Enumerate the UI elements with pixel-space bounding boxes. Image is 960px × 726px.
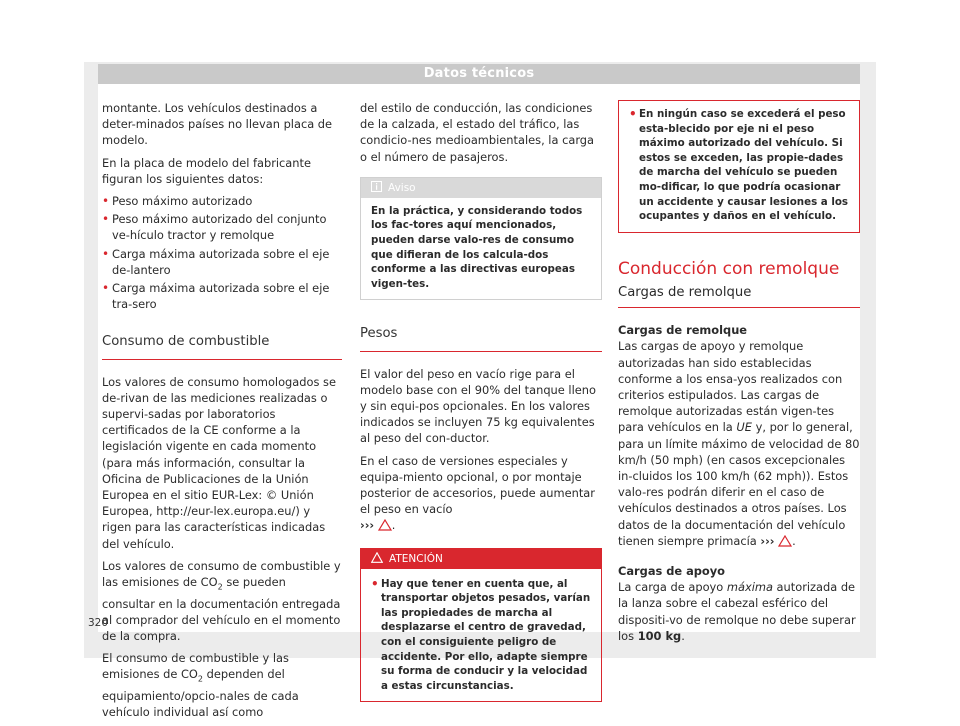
subheading: Cargas de apoyo (618, 564, 726, 578)
paragraph: del estilo de conducción, las condiciones de la calzada, el estado del tráfico, las condicio-nes medioambientales, la carga o el número de pasajeros. (360, 101, 595, 164)
note-label: Aviso (388, 181, 416, 194)
paragraph: montante. Los vehículos destinados a deter-minados países no llevan placa de modelo. (102, 101, 333, 148)
list-item: • Carga máxima autorizada sobre el eje de-lantero (102, 246, 342, 278)
column-2 (360, 100, 602, 702)
warning-label: ATENCIÓN (389, 552, 443, 565)
paragraph: El valor del peso en vacío rige para el modelo base con el 90% del tanque lleno y sin equi-pos opcionales. En los valores indicados se incluyen 75 kg equivalentes al peso del con-ductor. (360, 366, 596, 446)
list-item: • Peso máximo autorizado (102, 193, 342, 209)
warning-icon[interactable] (778, 535, 792, 547)
section-heading: Pesos (360, 326, 602, 351)
page-number: 320 (88, 617, 109, 629)
list-item: • Carga máxima autorizada sobre el eje tra-sero (102, 280, 342, 312)
paragraph: Los valores de consumo homologados se de-rivan de las mediciones realizadas o supervi-sadas por laboratorios certificados de la CE conforme a la legislación vigente en cada momento (para más información, consultar la Oficina de Publicaciones de la Unión Europea en el sitio EUR-Lex: © Unión Europea, http://eur-lex.europa.eu/) y rigen para las características indicadas del vehículo. (102, 374, 336, 551)
warning-box (360, 548, 602, 703)
warning-triangle-icon (371, 552, 383, 563)
warning-header (361, 549, 601, 569)
section-heading: Consumo de combustible (102, 334, 342, 359)
note-text: En la práctica, y considerando todos los fac-tores aquí mencionados, pueden darse valo-res de consumo que difieran de los calcula-dos conforme a las directivas europeas vigen-tes. (371, 204, 583, 290)
paragraph: En la placa de modelo del fabricante figuran los siguientes datos: (102, 155, 311, 186)
warning-text: • Hay que tener en cuenta que, al transportar objetos pesados, varían las propiedades de marcha al desplazarse el centro de gravedad, con el consiguiente peligro de accidente. Por ello, adapte siempre su forma de conducir y la velocidad a estas circunstancias. (371, 577, 591, 694)
warning-box-continued (618, 100, 860, 233)
paragraph: Los valores de consumo de combustible y las emisiones de $CO_2$ se pueden consultar en la documentación entregada al comprador del vehículo en el momento de la compra. (102, 558, 341, 643)
warning-icon[interactable] (378, 519, 392, 531)
paragraph: Las cargas de apoyo y remolque autorizadas han sido establecidas conforme a los ensa-yos realizados con criterios estipulados. Las cargas de remolque autorizadas están vigen-tes para vehículos en la UE y, por lo general, para un límite máximo de velocidad de 80 km/h (50 mph) (en casos excepcionales in-cluidos los 100 km/h (62 mph)). Estos valo-res podrán diferir en el caso de vehículos destinados a otros países. Los datos de la documentación del vehículo tienen siempre primacía ››› . (618, 339, 860, 548)
column-3 (618, 100, 860, 650)
chapter-title: Conducción con remolque (618, 258, 840, 279)
note-box (360, 177, 602, 301)
cross-reference-arrows[interactable]: ››› (760, 533, 775, 548)
paragraph: En el caso de versiones especiales y equipa-miento opcional, o por montaje posterior de accesorios, puede aumentar el peso en vacío ››› . (360, 453, 595, 533)
list-item: • Peso máximo autorizado del conjunto ve-hículo tractor y remolque (102, 211, 342, 243)
page-header: Datos técnicos (98, 64, 860, 84)
paragraph: El consumo de combustible y las emisiones de $CO_2$ dependen del equipamiento/opcio-nales de cada vehículo individual así como (102, 651, 299, 720)
info-icon (371, 181, 382, 192)
column-1 (102, 100, 342, 726)
warning-text: • En ningún caso se excederá el peso esta-blecido por eje ni el peso máximo autorizado del vehículo. Si estos se exceden, las propie-dades de marcha del vehículo se pueden mo-dificar, lo que podría ocasionar un accidente y causar lesiones a los ocupantes y daños en el vehículo. (629, 107, 849, 224)
cross-reference-arrows[interactable]: ››› (360, 518, 375, 533)
section-heading: Cargas de remolque (618, 285, 860, 308)
paragraph: La carga de apoyo máxima autorizada de la lanza sobre el cabezal esférico del dispositi-vo de remolque no debe superar los 100 kg. (618, 580, 856, 643)
subheading: Cargas de remolque (618, 323, 748, 338)
note-header (361, 178, 601, 198)
